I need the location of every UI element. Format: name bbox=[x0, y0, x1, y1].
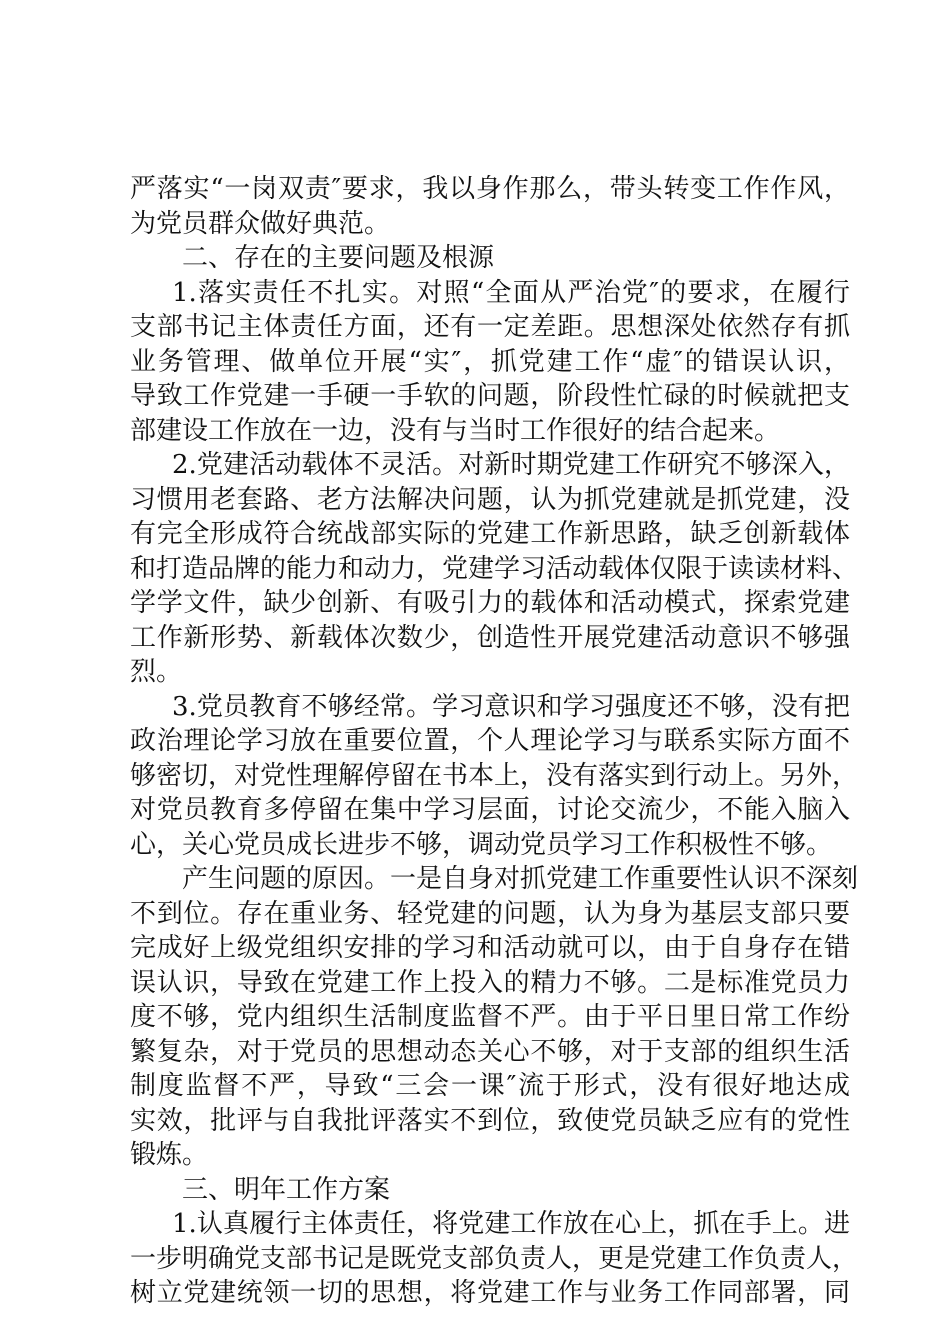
paragraph-line: 够密切，对党性理解停留在书本上，没有落实到行动上。另外， bbox=[130, 760, 859, 791]
section-heading: 二、存在的主要问题及根源 bbox=[182, 243, 495, 273]
paragraph-line: 有完全形成符合统战部实际的党建工作新思路，缺乏创新载体 bbox=[130, 519, 850, 549]
document-body bbox=[130, 172, 859, 1311]
paragraph-line: 政治理论学习放在重要位置，个人理论学习与联系实际方面不 bbox=[130, 726, 850, 756]
paragraph-line: 3.党员教育不够经常。学习意识和学习强度还不够，没有把 bbox=[172, 691, 850, 722]
paragraph-line: 部建设工作放在一边，没有与当时工作很好的结合起来。 bbox=[130, 415, 781, 446]
paragraph-line: 度不够，党内组织生活制度监督不严。由于平日里日常工作纷 bbox=[130, 1002, 850, 1032]
paragraph-line: 为党员群众做好典范。 bbox=[130, 208, 391, 239]
paragraph-line: 习惯用老套路、老方法解决问题，认为抓党建就是抓党建，没 bbox=[130, 484, 850, 515]
paragraph-line: 支部书记主体责任方面，还有一定差距。思想深处依然存有抓 bbox=[130, 312, 850, 342]
paragraph-line: 产生问题的原因。一是自身对抓党建工作重要性认识不深刻 bbox=[182, 864, 859, 894]
paragraph-line: 制度监督不严，导致“三会一课″流于形式，没有很好地达成 bbox=[130, 1071, 850, 1101]
paragraph-line: 工作新形势、新载体次数少，创造性开展党建活动意识不够强 bbox=[130, 622, 850, 653]
paragraph-line: 树立党建统领一切的思想，将党建工作与业务工作同部署，同 bbox=[130, 1278, 850, 1308]
paragraph-line: 不到位。存在重业务、轻党建的问题，认为身为基层支部只要 bbox=[130, 898, 850, 929]
paragraph-line: 对党员教育多停留在集中学习层面，讨论交流少，不能入脑入 bbox=[130, 795, 850, 825]
paragraph-line: 繁复杂，对于党员的思想动态关心不够，对于支部的组织生活 bbox=[130, 1036, 850, 1067]
paragraph-line: 2.党建活动载体不灵活。对新时期党建工作研究不够深入， bbox=[172, 450, 850, 480]
section-heading: 三、明年工作方案 bbox=[182, 1174, 391, 1205]
paragraph-line: 学学文件，缺少创新、有吸引力的载体和活动模式，探索党建 bbox=[130, 588, 850, 618]
paragraph-line: 1.认真履行主体责任，将党建工作放在心上，抓在手上。进 bbox=[172, 1209, 850, 1239]
paragraph-line: 1.落实责任不扎实。对照“全面从严治党″的要求，在履行 bbox=[172, 277, 850, 308]
paragraph-line: 业务管理、做单位开展“实″，抓党建工作“虚″的错误认识， bbox=[130, 346, 850, 377]
paragraph-line: 锻炼。 bbox=[130, 1140, 209, 1170]
paragraph-line: 一步明确党支部书记是既党支部负责人，更是党建工作负责人， bbox=[130, 1243, 859, 1274]
paragraph-line: 误认识，导致在党建工作上投入的精力不够。二是标准党员力 bbox=[130, 967, 850, 998]
paragraph-line: 心，关心党员成长进步不够，调动党员学习工作积极性不够。 bbox=[130, 829, 833, 860]
paragraph-line: 烈。 bbox=[130, 657, 183, 687]
paragraph-line: 严落实“一岗双责″要求，我以身作那么，带头转变工作作风， bbox=[130, 174, 850, 204]
paragraph-line: 和打造品牌的能力和动力，党建学习活动载体仅限于读读材料、 bbox=[130, 553, 859, 584]
paragraph-line: 导致工作党建一手硬一手软的问题，阶段性忙碌的时候就把支 bbox=[130, 381, 850, 411]
paragraph-line: 完成好上级党组织安排的学习和活动就可以，由于自身存在错 bbox=[130, 933, 850, 963]
paragraph-line: 实效，批评与自我批评落实不到位，致使党员缺乏应有的党性 bbox=[130, 1105, 850, 1136]
